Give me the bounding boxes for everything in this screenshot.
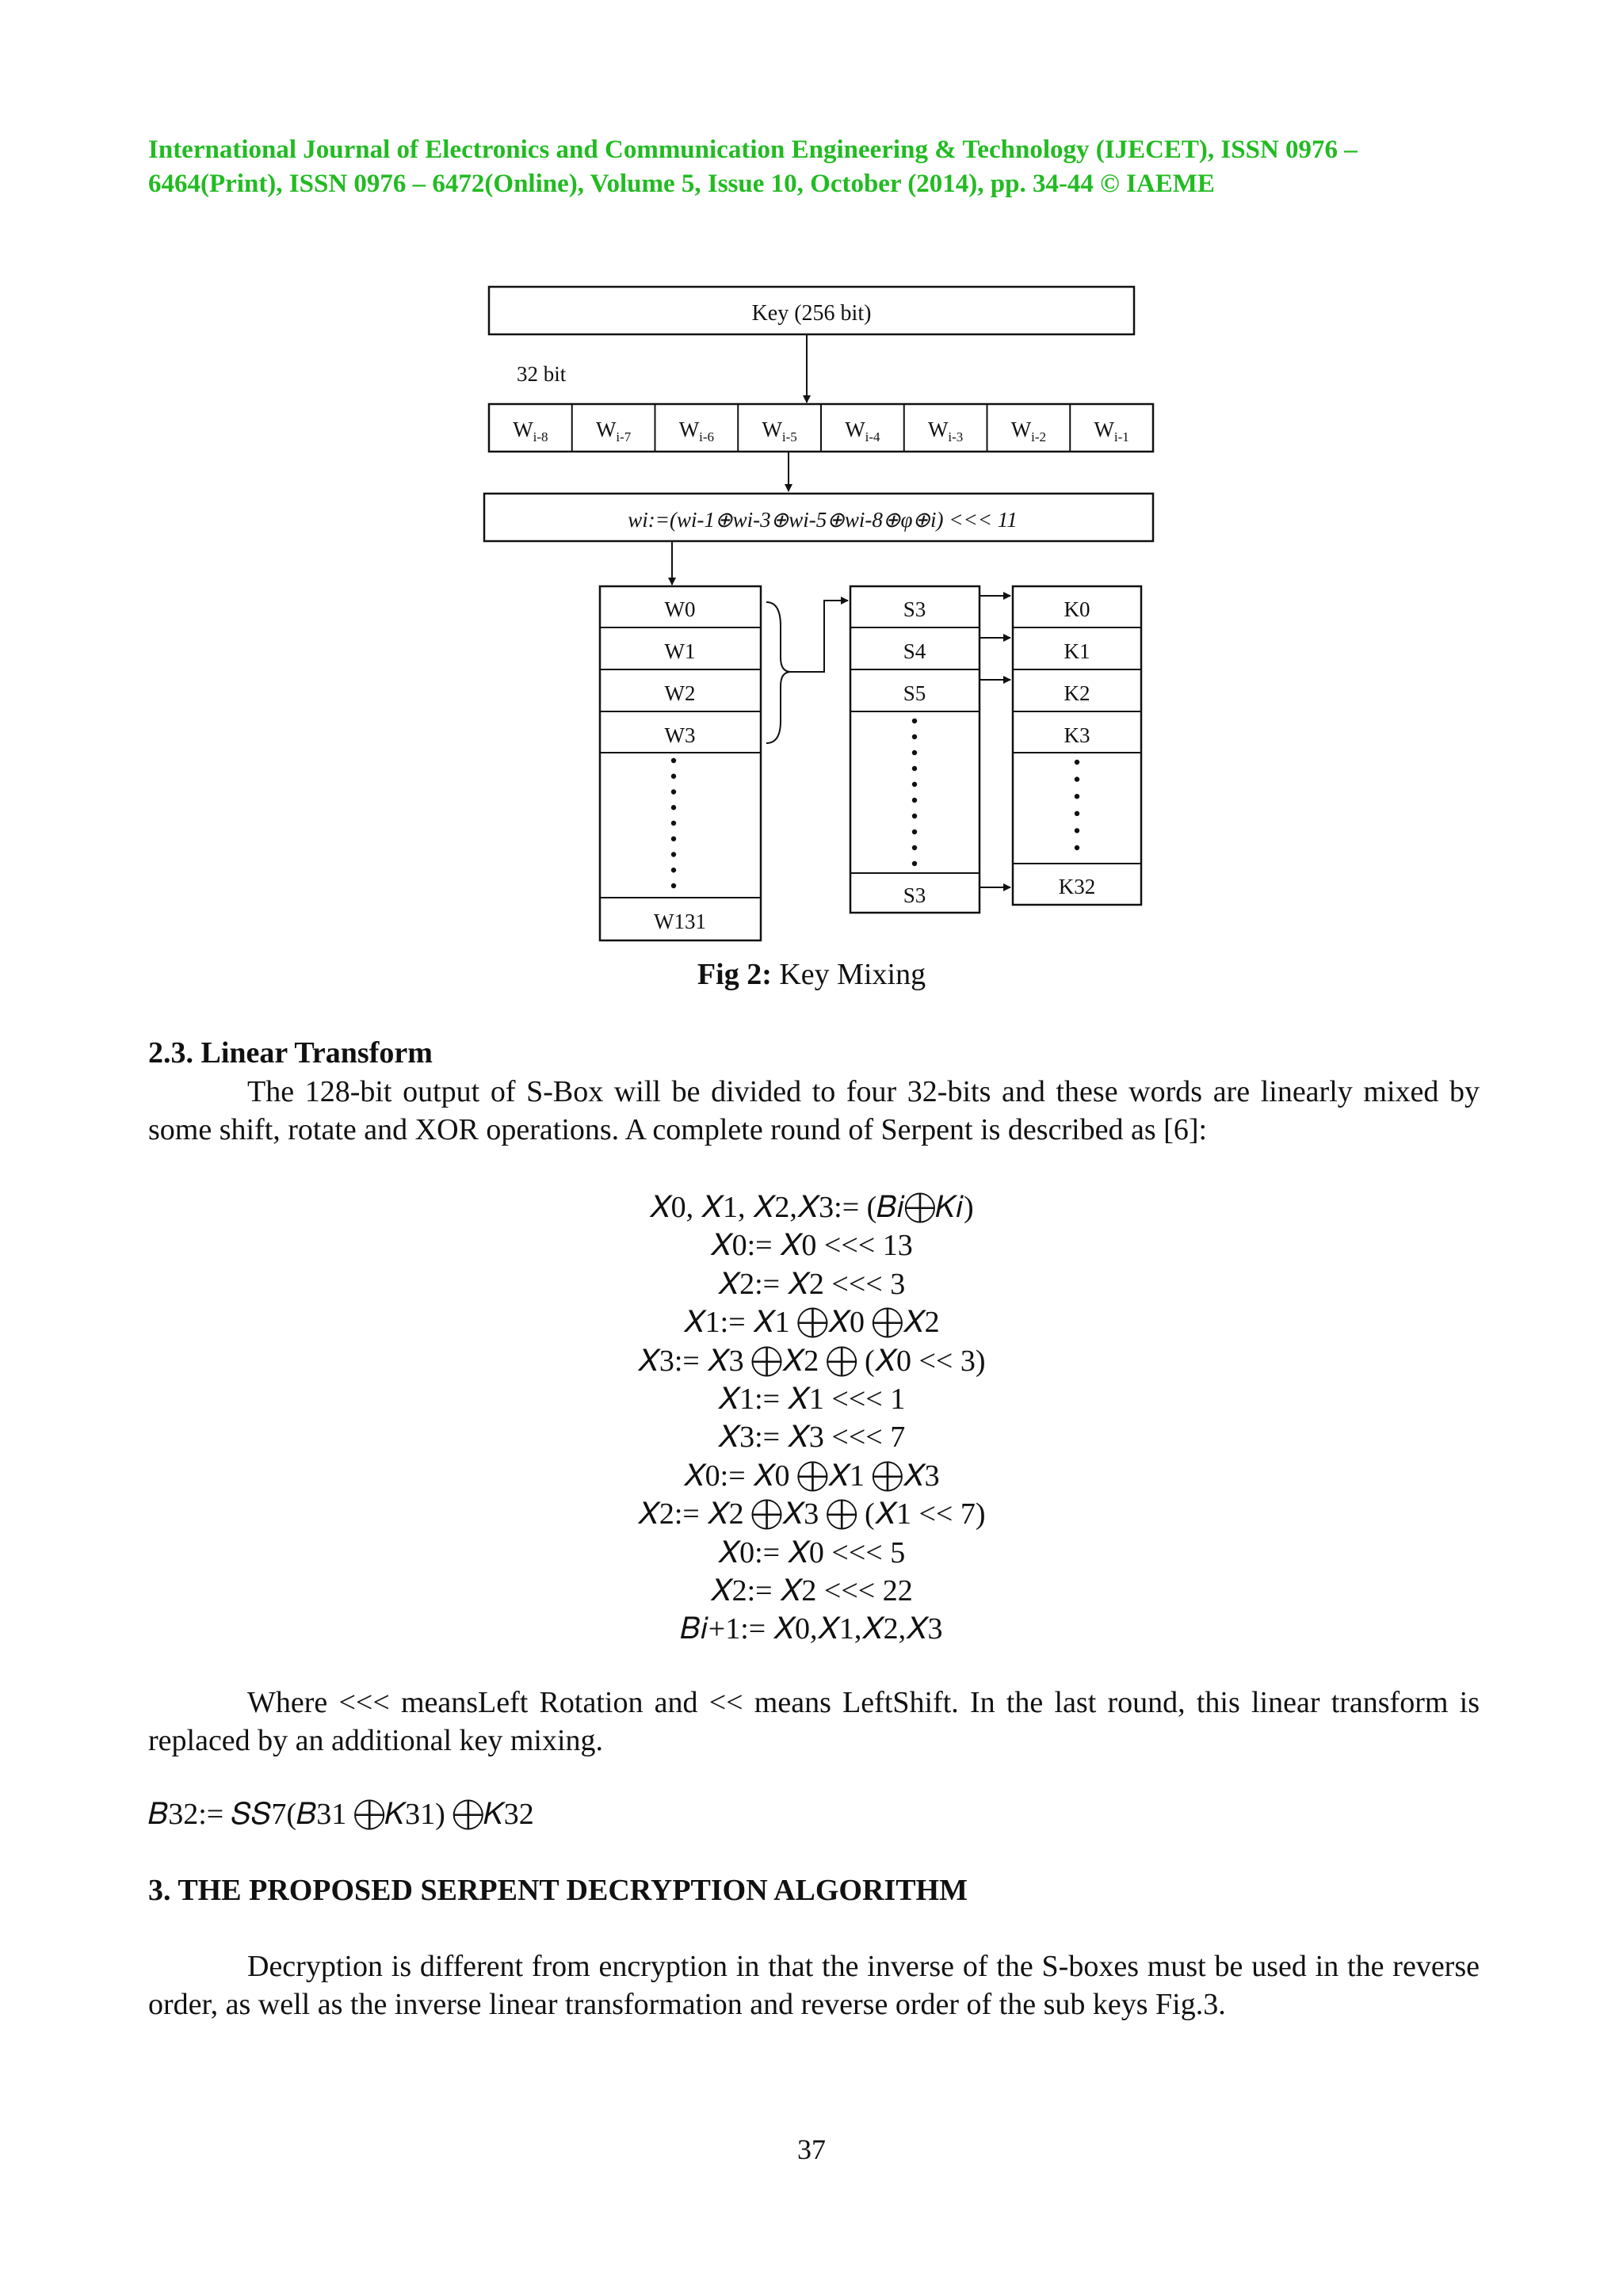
word-cell-subscript: i-6 (699, 429, 715, 444)
word-cell-subscript: i-1 (1113, 429, 1129, 444)
decryption-paragraph: Decryption is different from encryption in that the inverse of the S-boxes must be used in the reverse order, as well as the inverse linear transformation and reverse order of the sub keys Fig.3. (148, 1950, 1480, 2021)
equation-line: 𝑋3:= 𝑋3 <<< 7 (717, 1421, 906, 1455)
word-cell-label (1011, 418, 1046, 444)
word-cell-label (679, 418, 714, 444)
word-cell-label (596, 418, 632, 444)
equation-line: 𝑋2:= 𝑋2 <<< 3 (717, 1267, 906, 1301)
s-cell-label: S4 (903, 639, 926, 663)
word-cell-base: W (762, 418, 782, 441)
word-cell-label (845, 418, 880, 444)
word-cell-subscript: i-7 (616, 429, 632, 444)
k-cell-label: K32 (1058, 875, 1096, 898)
ellipsis-dot (912, 798, 917, 803)
ellipsis-dot (912, 830, 917, 834)
ellipsis-dot (671, 821, 676, 826)
word-cell-base: W (1094, 418, 1114, 441)
journal-header-line1: International Journal of Electronics and Communication Engineering & Technology (IJECET), ISSN 0976 – (148, 135, 1358, 164)
ellipsis-dot (912, 750, 917, 755)
ellipsis-dot (1075, 760, 1079, 765)
word-cell-base: W (1010, 418, 1032, 441)
section-heading-decryption: 3. THE PROPOSED SERPENT DECRYPTION ALGORITHM (148, 1874, 968, 1907)
word-cell-label (928, 418, 963, 444)
word-row (489, 404, 1153, 452)
grouping-brace (766, 602, 791, 743)
ellipsis-dot (671, 837, 676, 841)
equation-line: 𝑋3:= 𝑋3 ⨁𝑋2 ⨁ (𝑋0 << 3) (637, 1344, 986, 1378)
s-cell-label: S5 (903, 681, 926, 705)
word-cell-base: W (513, 418, 533, 441)
k-cell-label: K1 (1064, 639, 1090, 663)
word-cell-label (762, 418, 796, 444)
w-cell-label: W131 (654, 910, 706, 933)
w-cell-label: W2 (664, 681, 696, 705)
w-cell-label: W0 (664, 597, 696, 621)
k-cell-label: K2 (1064, 681, 1090, 705)
equation-line: 𝑋2:= 𝑋2 <<< 22 (710, 1574, 913, 1608)
k-column (1013, 586, 1141, 905)
s-cell-label: S3 (903, 883, 926, 907)
word-cell-base: W (595, 418, 617, 441)
formula-text: wi:=(wi-1⊕wi-3⊕wi-5⊕wi-8⊕φ⊕i) <<< 11 (628, 508, 1018, 532)
ellipsis-dot (671, 789, 676, 794)
word-cell-subscript: i-8 (533, 429, 548, 444)
ellipsis-dot (1075, 794, 1079, 799)
figure-caption-text: Key Mixing (771, 958, 926, 991)
ellipsis-dot (1075, 776, 1079, 781)
ellipsis-dot (671, 852, 676, 856)
ellipsis-dot (671, 805, 676, 810)
w-column (600, 586, 761, 940)
section-heading-linear-transform: 2.3. Linear Transform (148, 1036, 433, 1070)
equation-line: 𝑋0:= 𝑋0 <<< 13 (710, 1229, 913, 1263)
round-equations (0, 1188, 1623, 1649)
figure-caption (0, 957, 1623, 992)
equation-line: 𝑋0:= 𝑋0 ⨁𝑋1 ⨁𝑋3 (683, 1459, 940, 1493)
s-column (850, 586, 980, 913)
equation-line: 𝑋0, 𝑋1, 𝑋2,𝑋3:= (𝐵𝑖⨁𝐾𝑖) (649, 1191, 974, 1224)
ellipsis-dot (1075, 845, 1079, 850)
ellipsis-dot (912, 734, 917, 739)
ellipsis-dot (671, 868, 676, 872)
equation-line: 𝑋0:= 𝑋0 <<< 5 (717, 1535, 906, 1569)
final-key-mixing-equation: 𝐵32:= 𝑆𝑆7(𝐵31 ⨁𝐾31) ⨁𝐾32 (148, 1798, 534, 1831)
s-ellipsis-dots (912, 719, 917, 866)
ellipsis-dot (912, 814, 917, 818)
ellipsis-dot (912, 782, 917, 787)
where-paragraph: Where <<< meansLeft Rotation and << means LeftShift. In the last round, this linear transform is replaced by an additional key mixing. (148, 1686, 1480, 1757)
key-label: Key (256 bit) (751, 301, 872, 326)
w-cell-label: W3 (664, 723, 696, 747)
ellipsis-dot (912, 766, 917, 771)
word-cell-base: W (845, 418, 865, 441)
word-cell-subscript: i-2 (1031, 429, 1047, 444)
equation-line: 𝐵𝑖+1:= 𝑋0,𝑋1,𝑋2,𝑋3 (680, 1612, 943, 1646)
ellipsis-dot (1075, 811, 1079, 816)
k-ellipsis-dots (1075, 760, 1079, 850)
equation-line: 𝑋1:= 𝑋1 ⨁𝑋0 ⨁𝑋2 (683, 1306, 940, 1340)
word-cell-subscript: i-4 (865, 429, 880, 444)
ellipsis-dot (912, 719, 917, 723)
s-cell-label: S3 (903, 597, 926, 621)
journal-header-line2: 6464(Print), ISSN 0976 – 6472(Online), Volume 5, Issue 10, October (2014), pp. 34-44 © IAEME (148, 170, 1215, 198)
brace-to-s-arrow (791, 601, 848, 672)
word-cell-base: W (927, 418, 949, 441)
ellipsis-dot (671, 758, 676, 763)
word-cell-subscript: i-3 (948, 429, 964, 444)
ellipsis-dot (912, 845, 917, 850)
word-cell-label (513, 418, 548, 444)
word-cell-base: W (678, 418, 700, 441)
bit-width-label: 32 bit (517, 362, 567, 386)
equation-line: 𝑋1:= 𝑋1 <<< 1 (717, 1383, 906, 1417)
k-cell-label: K3 (1064, 723, 1090, 747)
ellipsis-dot (1075, 828, 1079, 833)
ellipsis-dot (671, 883, 676, 888)
ellipsis-dot (912, 861, 917, 866)
key-mixing-diagram (0, 0, 1623, 951)
linear-transform-paragraph: The 128-bit output of S-Box will be divided to four 32-bits and these words are linearly mixed by some shift, rotate and XOR operations. A complete round of Serpent is described as [6]: (148, 1075, 1480, 1146)
page-number: 37 (797, 2134, 826, 2165)
equation-line: 𝑋2:= 𝑋2 ⨁𝑋3 ⨁ (𝑋1 << 7) (637, 1497, 986, 1531)
w-ellipsis-dots (671, 758, 676, 888)
word-cell-subscript: i-5 (781, 429, 797, 444)
k-cell-label: K0 (1064, 597, 1090, 621)
ellipsis-dot (671, 774, 676, 779)
figure-caption-label: Fig 2: (697, 958, 772, 991)
word-cell-label (1094, 418, 1128, 444)
w-cell-label: W1 (664, 639, 696, 663)
